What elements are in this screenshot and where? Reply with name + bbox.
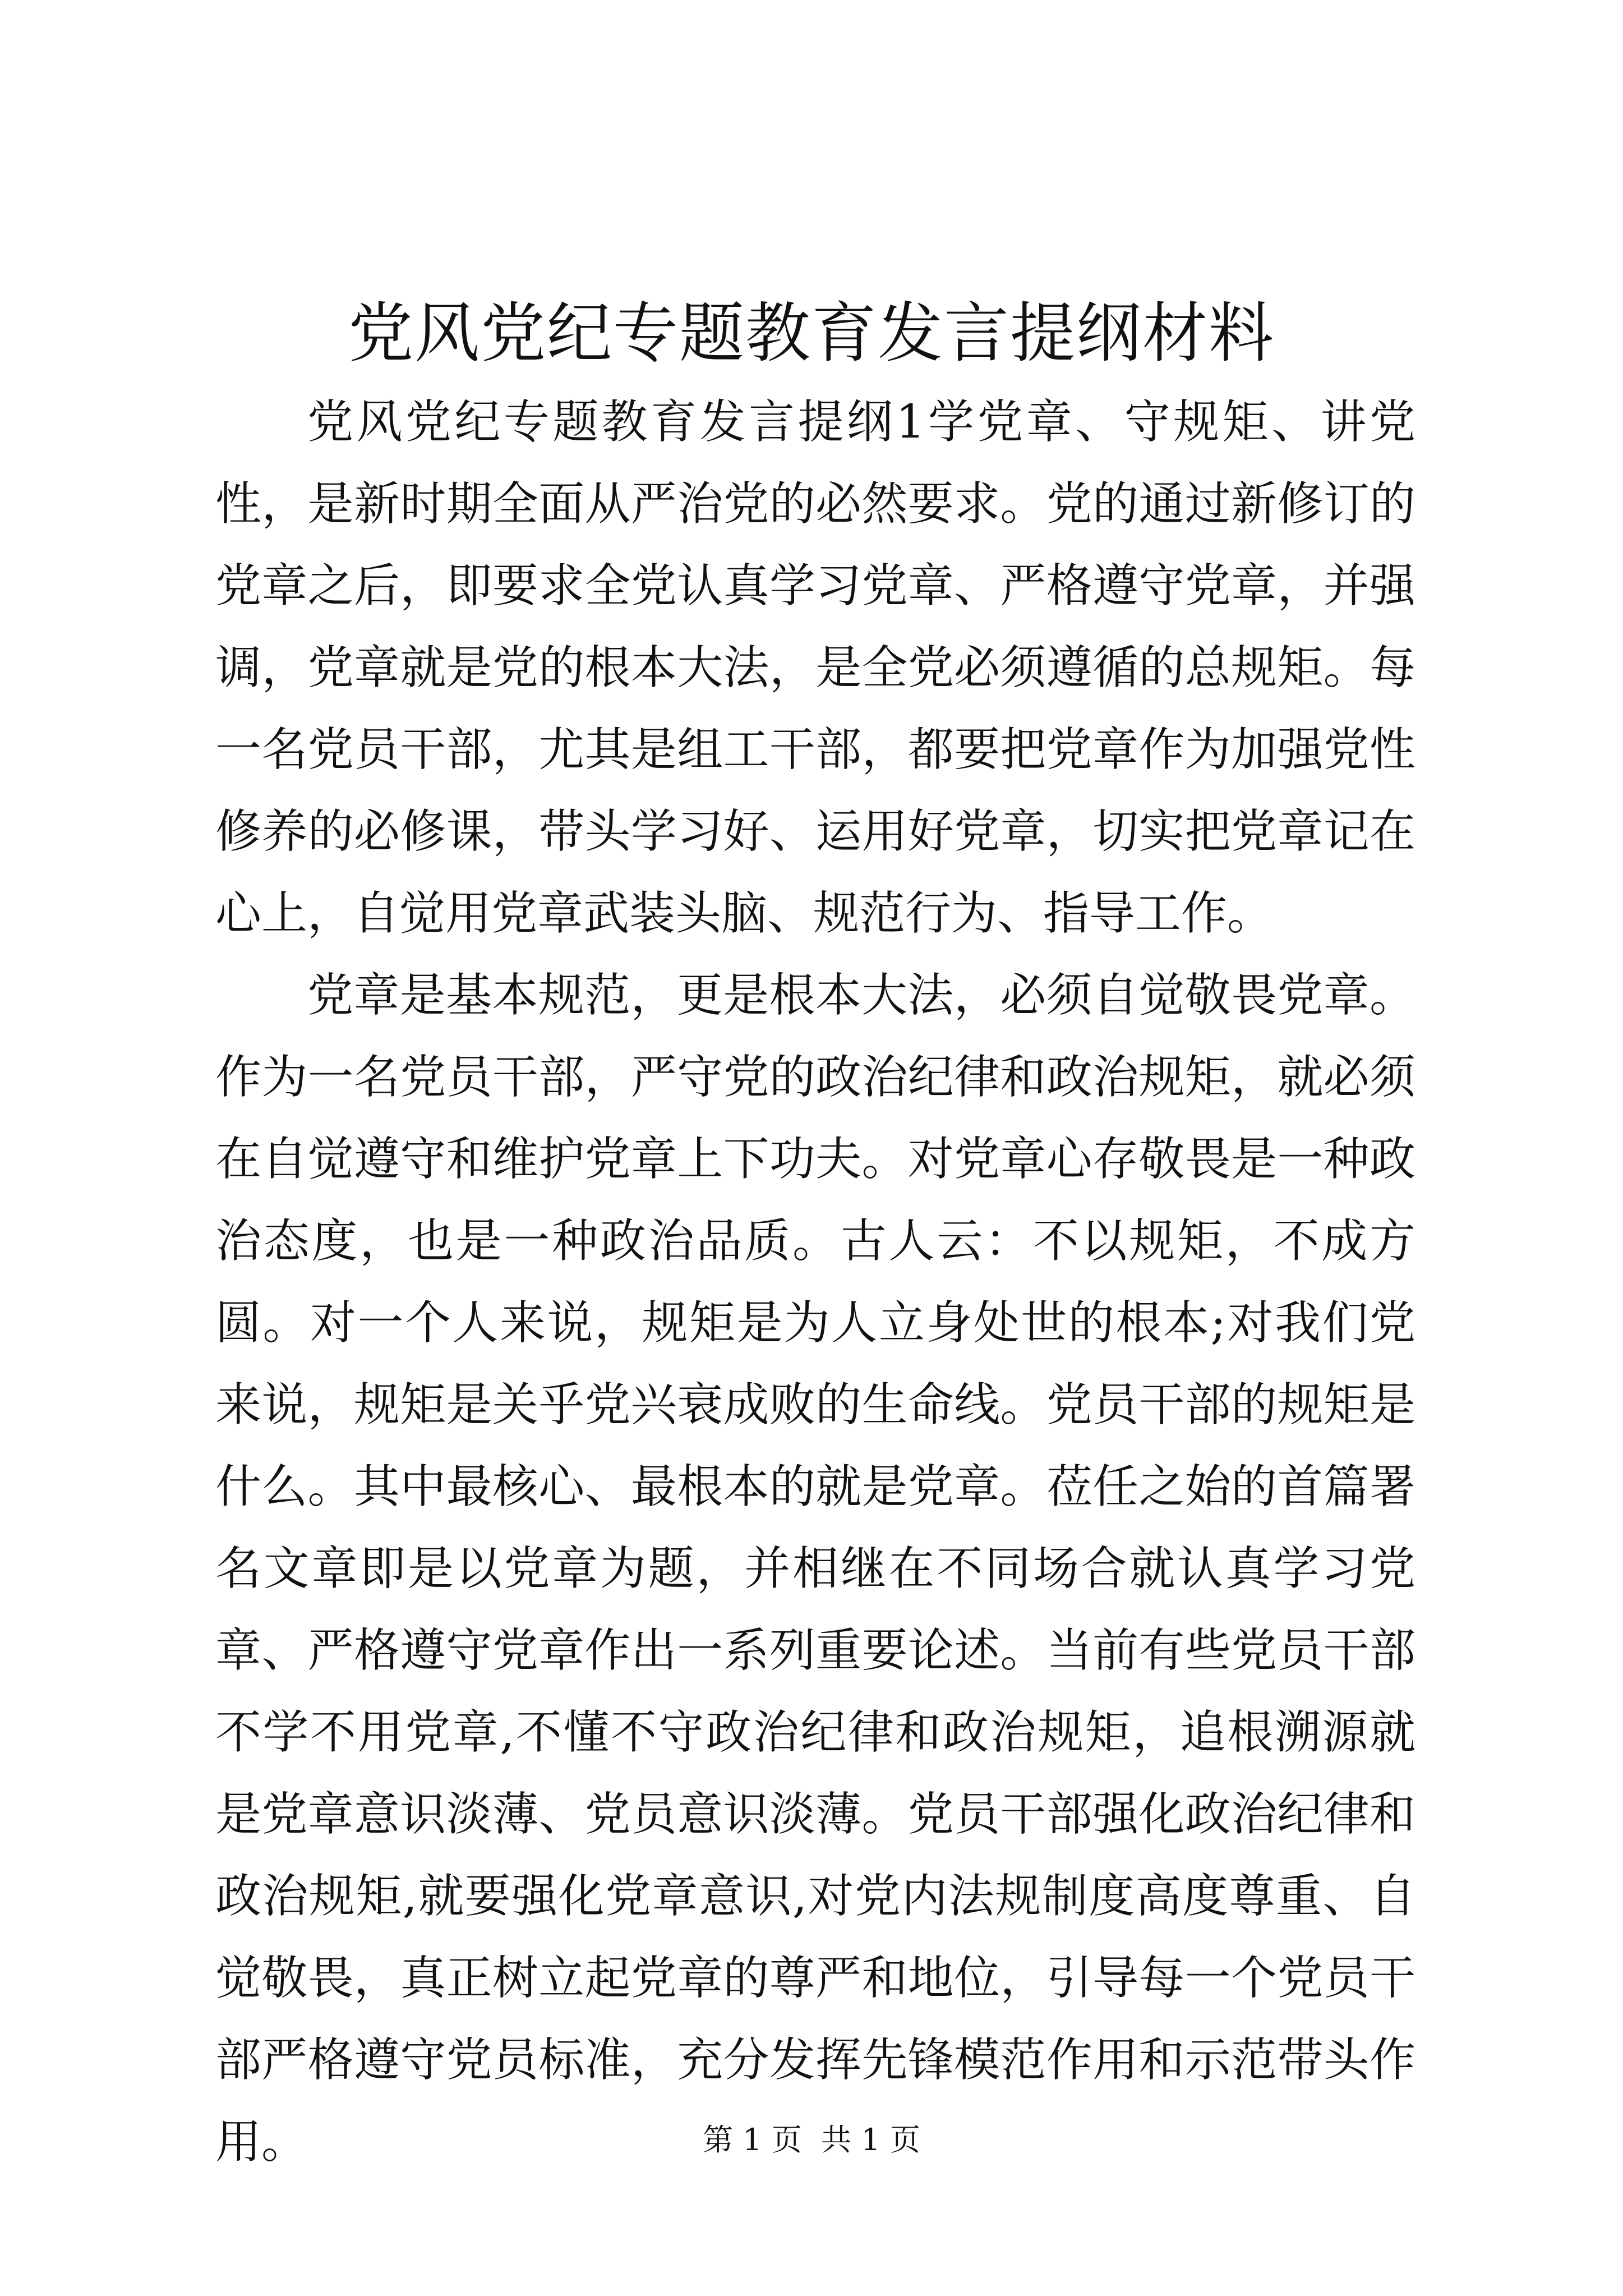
body-paragraph-2: 党章是基本规范，更是根本大法，必须自觉敬畏党章。作为一名党员干部，严守党的政治纪律和政治规矩，就必须在自觉遵守和维护党章上下功夫。对党章心存敬畏是一种政治态度，也是一种政治品质。古人云：不以规矩，不成方圆。对一个人来说，规矩是为人立身处世的根本;对我们党来说，规矩是关乎党兴衰成败的生命线。党员干部的规矩是什么。其中最核心、最根本的就是党章。莅任之始的首篇署名文章即是以党章为题，并相继在不同场合就认真学习党章、严格遵守党章作出一系列重要论述。当前有些党员干部不学不用党章,不懂不守政治纪律和政治规矩，追根溯源就是党章意识淡薄、党员意识淡薄。党员干部强化政治纪律和政治规矩,就要强化党章意识,对党内法规制度高度尊重、自觉敬畏，真正树立起党章的尊严和地位，引导每一个党员干部严格遵守党员标准，充分发挥先锋模范作用和示范带头作用。 [215,969,1415,2169]
document-body [215,381,1415,2183]
document-title: 党风党纪专题教育发言提纲材料 [348,296,1275,371]
page-footer [0,2118,1623,2162]
body-paragraph-1: 党风党纪专题教育发言提纲1学党章、守规矩、讲党性，是新时期全面从严治党的必然要求。党的通过新修订的党章之后，即要求全党认真学习党章、严格遵守党章，并强调，党章就是党的根本大法，是全党必须遵循的总规矩。每一名党员干部，尤其是组工干部，都要把党章作为加强党性修养的必修课，带头学习好、运用好党章，切实把党章记在心上，自觉用党章武装头脑、规范行为、指导工作。 [215,395,1415,940]
page-number-label: 第 1 页 共 1 页 [703,2122,920,2157]
